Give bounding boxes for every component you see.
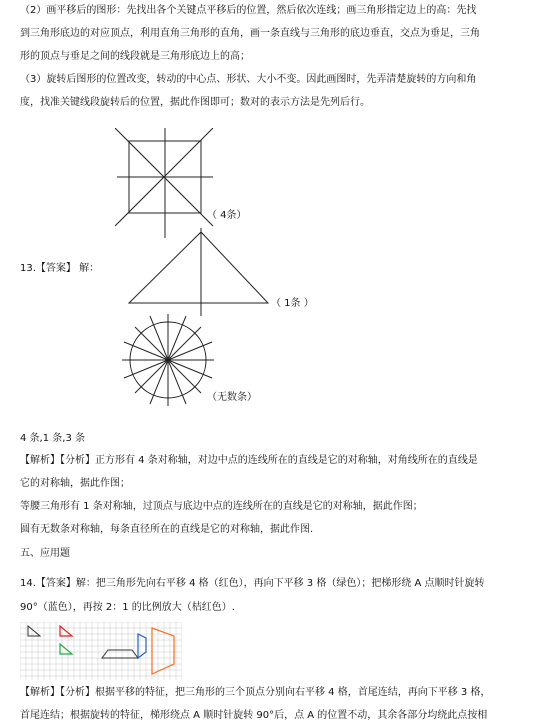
circle-figure bbox=[118, 310, 218, 410]
square-axes-label: （ 4条） bbox=[207, 210, 247, 221]
text-line: 【解析】【分析】根据平移的特征，把三角形的三个顶点分别向右平移 4 格，首尾连结，再向下平移 3 格， bbox=[20, 687, 491, 698]
text-line: 首尾连结；根据旋转的特征，梯形绕点 A 顺时针旋转 90°后，点 A 的位置不动，其余各部分均绕此点按相 bbox=[20, 710, 488, 721]
text-line: 14.【答案】解：把三角形先向右平移 4 格（红色），再向下平移 3 格（绿色）；把梯形绕 A 点顺时针旋转 bbox=[20, 578, 485, 589]
section-heading: 五、应用题 bbox=[20, 548, 70, 559]
text-line: 【解析】【分析】正方形有 4 条对称轴，对边中点的连线所在的直线是它的对称轴，对角线所在的直线是 bbox=[20, 455, 478, 466]
text-line: 度，找准关键线段旋转后的位置，据此作图即可；数对的表示方法是先列后行。 bbox=[20, 97, 370, 108]
text-line: （2）画平移后的图形：先找出各个关键点平移后的位置，然后依次连线；画三角形指定边上的高：先找 bbox=[20, 5, 477, 16]
text-line: 到三角形底边的对应顶点，利用直角三角形的直角，画一条直线与三角形的底边垂直，交点为垂足，三角 bbox=[20, 28, 480, 39]
text-line: （3）旋转后图形的位置改变，转动的中心点、形状、大小不变。因此画图时，先弄清楚旋转的方向和角 bbox=[20, 74, 477, 85]
triangle-axes-label: （ 1条 ） bbox=[271, 298, 314, 309]
grid-figure bbox=[20, 622, 182, 680]
circle-axes-label: （无数条） bbox=[207, 392, 257, 403]
text-line: 形的顶点与垂足之间的线段就是三角形底边上的高； bbox=[20, 51, 250, 62]
answer-13-values: 4 条,1 条,3 条 bbox=[20, 433, 85, 444]
square-figure bbox=[115, 128, 215, 240]
triangle-figure bbox=[125, 228, 275, 318]
answer-13-heading: 13.【答案】 解： bbox=[20, 263, 100, 274]
text-line: 等腰三角形有 1 条对称轴，过顶点与底边中点的连线所在的直线是它的对称轴，据此作图； bbox=[20, 501, 423, 512]
text-line: 圆有无数条对称轴，每条直径所在的直线是它的对称轴，据此作图. bbox=[20, 524, 314, 535]
text-line: 90°（蓝色），再按 2：1 的比例放大（桔红色）. bbox=[20, 602, 235, 613]
text-line: 它的对称轴，据此作图； bbox=[20, 478, 130, 489]
